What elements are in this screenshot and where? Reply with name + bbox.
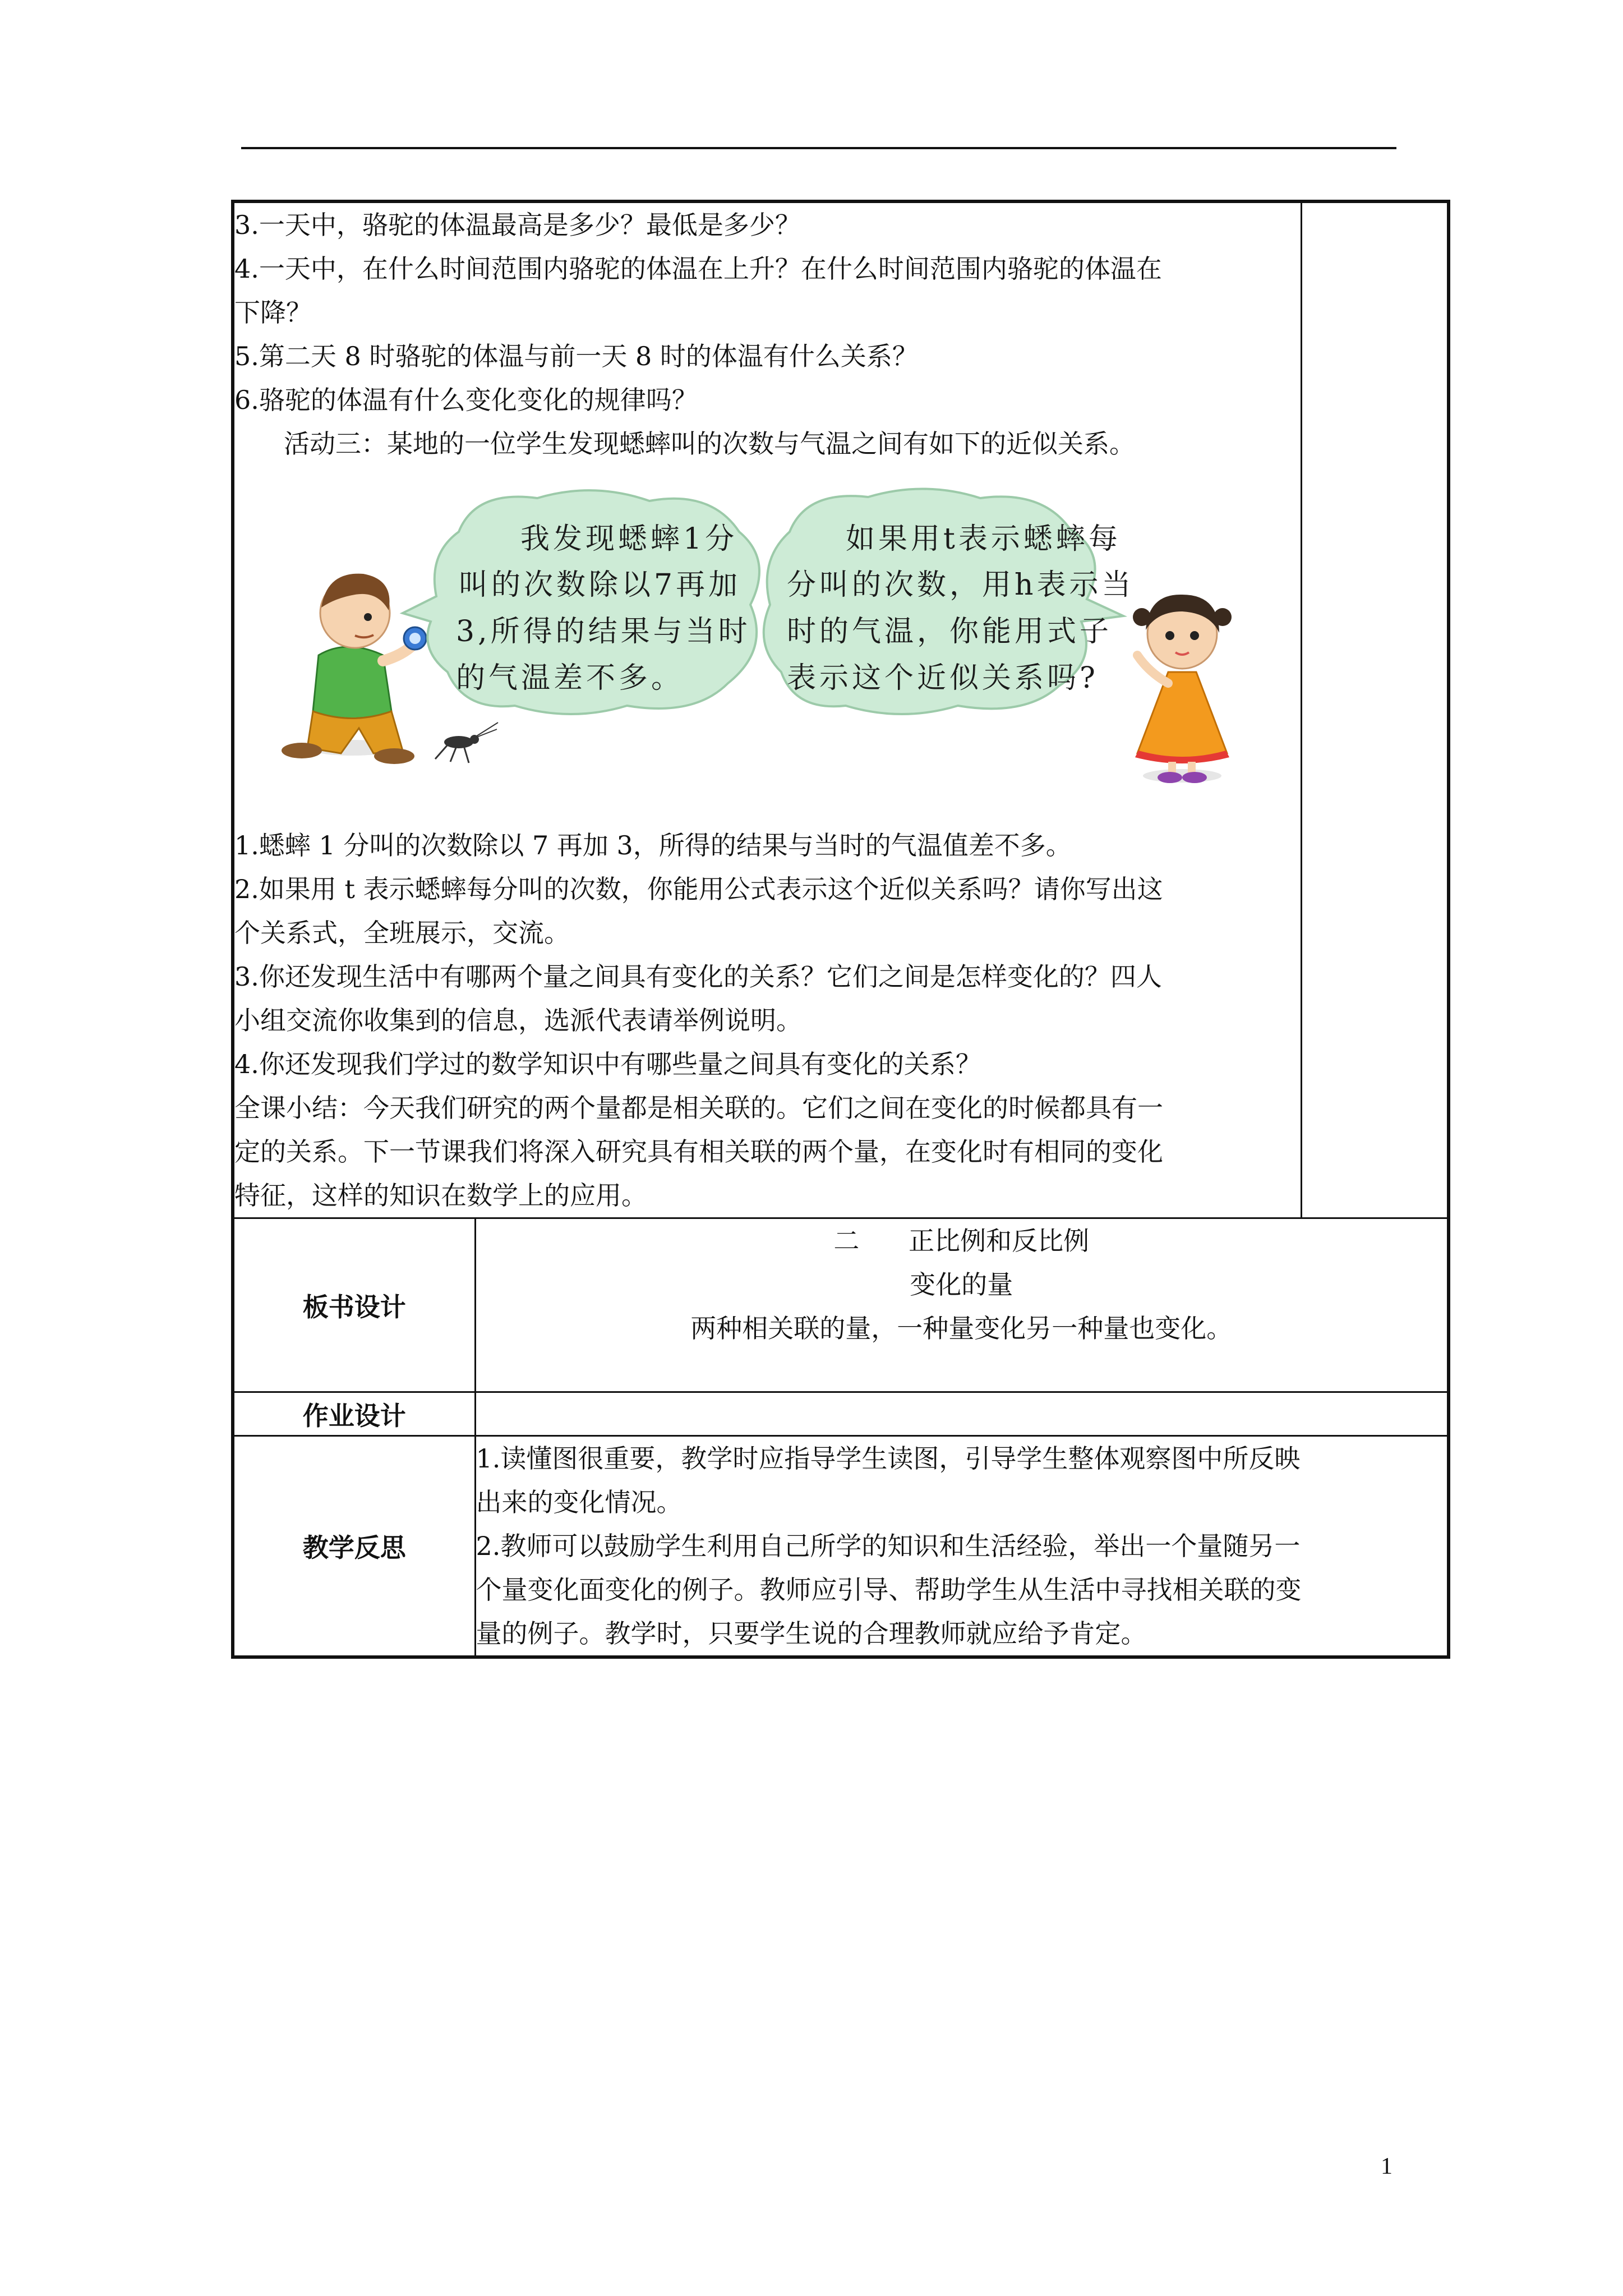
summary-line: 全课小结：今天我们研究的两个量都是相关联的。它们之间在变化的时候都具有一: [234, 1093, 1163, 1123]
summary-line: 特征，这样的知识在数学上的应用。: [234, 1180, 647, 1211]
reflection-line: 个量变化面变化的例子。教师应引导、帮助学生从生活中寻找相关联的变: [476, 1575, 1302, 1605]
summary-line: 定的关系。下一节课我们将深入研究具有相关联的两个量，在变化时有相同的变化: [234, 1137, 1163, 1167]
question-line: 3.一天中，骆驼的体温最高是多少？最低是多少？: [234, 210, 801, 240]
girl-bubble-line: 时的气温，你能用式子: [787, 615, 1113, 648]
reflection-line: 出来的变化情况。: [476, 1487, 683, 1517]
question-line: 5.第二天 8 时骆驼的体温与前一天 8 时的体温有什么关系？: [234, 341, 918, 371]
board-line: 二 正比例和反比例: [833, 1226, 1090, 1256]
cricket-icon: [435, 723, 498, 763]
girl-bubble-line: 如果用t表示蟋蟀每: [846, 522, 1121, 556]
boy-bubble-line: 我发现蟋蟀1分: [520, 522, 738, 556]
board-line: 变化的量: [910, 1269, 1013, 1300]
page-number: 1: [1381, 2154, 1393, 2179]
board-design-label: 板书设计: [233, 1218, 475, 1392]
question-line: 4.一天中，在什么时间范围内骆驼的体温在上升？在什么时间范围内骆驼的体温在: [234, 254, 1162, 284]
question-line: 4.你还发现我们学过的数学知识中有哪些量之间具有变化的关系？: [234, 1049, 981, 1079]
reflection-content: [475, 1436, 1449, 1658]
question-line: 6.骆驼的体温有什么变化变化的规律吗？: [234, 385, 698, 415]
boy-bubble-line: 叫的次数除以7再加: [459, 568, 741, 602]
girl-bubble-line: 表示这个近似关系吗?: [787, 661, 1099, 695]
header-rule: [241, 147, 1396, 149]
homework-content: [475, 1392, 1449, 1436]
process-row: [233, 201, 1449, 1218]
question-line: 2.如果用 t 表示蟋蟀每分叫的次数，你能用公式表示这个近似关系吗？请你写出这: [234, 874, 1163, 904]
cricket-illustration-svg: [234, 470, 1233, 818]
activity-three-intro: 活动三：某地的一位学生发现蟋蟀叫的次数与气温之间有如下的近似关系。: [284, 429, 1135, 459]
question-line: 1.蟋蟀 1 分叫的次数除以 7 再加 3，所得的结果与当时的气温值差不多。: [234, 830, 1072, 861]
cricket-illustration: [234, 470, 1233, 818]
board-design-row: [233, 1218, 1449, 1392]
girl-bubble-line: 分叫的次数，用h表示当: [787, 568, 1135, 602]
reflection-line: 1.读懂图很重要，教学时应指导学生读图，引导学生整体观察图中所反映: [476, 1443, 1301, 1474]
question-line: 下降？: [234, 297, 312, 328]
teaching-process-cell: [233, 201, 1301, 1218]
board-design-content: [475, 1218, 1449, 1392]
girl-figure: [1133, 595, 1232, 783]
notes-cell: [1301, 201, 1449, 1218]
question-line: 小组交流你收集到的信息，选派代表请举例说明。: [234, 1005, 802, 1036]
reflection-row: [233, 1436, 1449, 1658]
homework-label: 作业设计: [233, 1392, 475, 1436]
lesson-plan-table: [231, 200, 1450, 1659]
boy-bubble-line: 的气温差不多。: [456, 661, 684, 695]
boy-bubble-line: 3,所得的结果与当时: [456, 615, 751, 648]
reflection-label: 教学反思: [233, 1436, 475, 1658]
homework-row: [233, 1392, 1449, 1436]
reflection-line: 2.教师可以鼓励学生利用自己所学的知识和生活经验，举出一个量随另一: [476, 1531, 1301, 1561]
reflection-line: 量的例子。教学时，只要学生说的合理教师就应给予肯定。: [476, 1618, 1147, 1649]
board-line: 两种相关联的量，一种量变化另一种量也变化。: [690, 1313, 1233, 1343]
question-line: 3.你还发现生活中有哪两个量之间具有变化的关系？它们之间是怎样变化的？四人: [234, 961, 1162, 992]
boy-figure: [282, 574, 426, 764]
question-line: 个关系式，全班展示，交流。: [234, 918, 570, 948]
